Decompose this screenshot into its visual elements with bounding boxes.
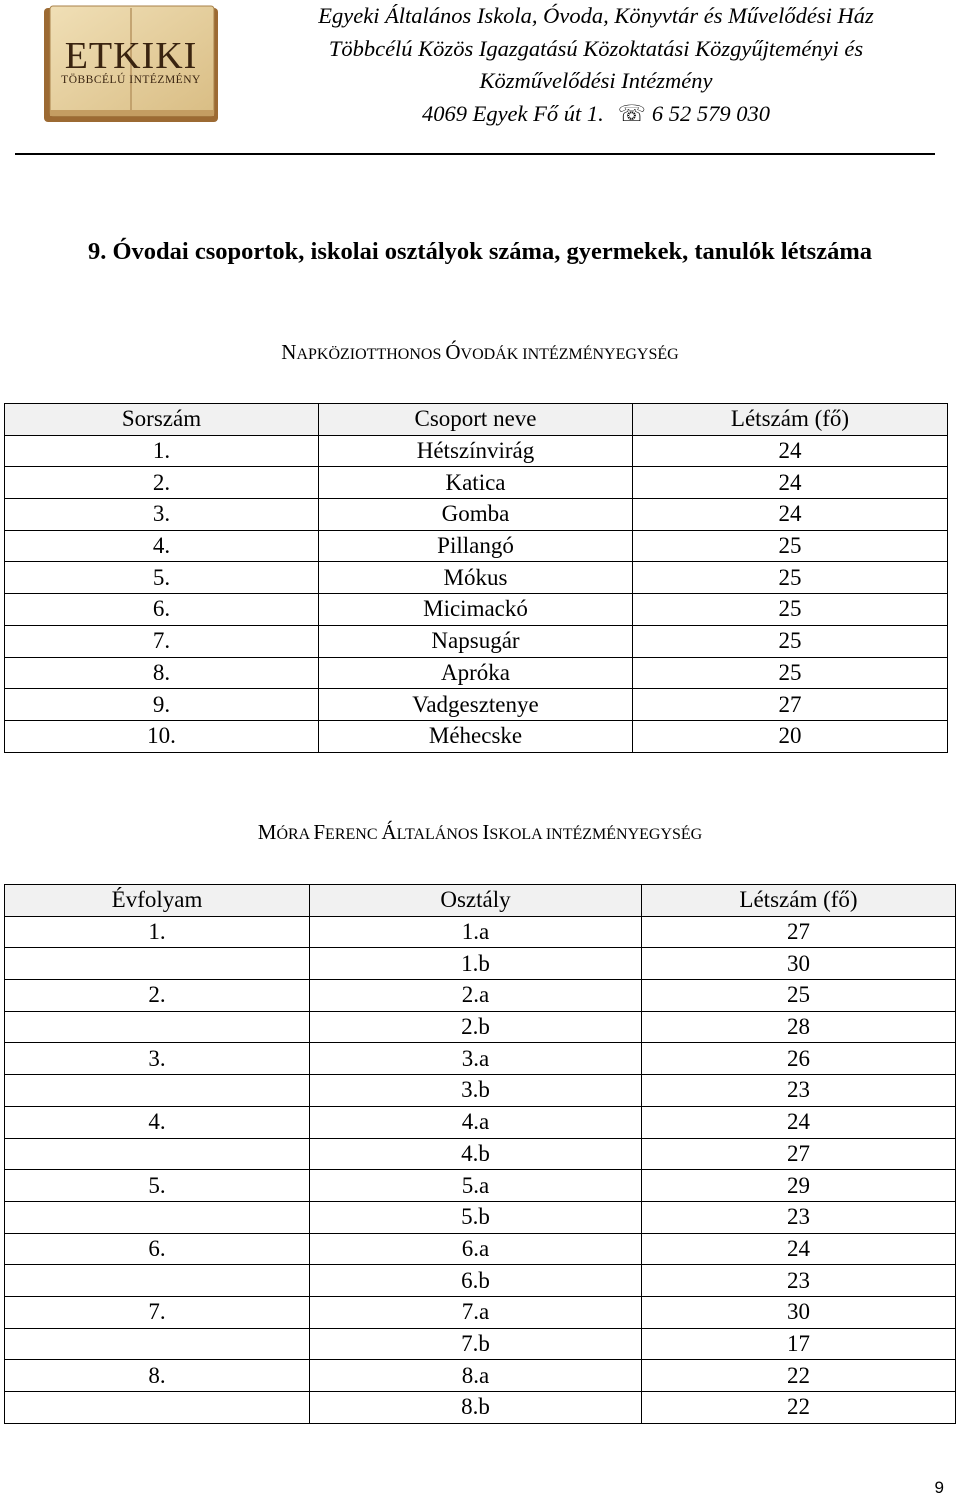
kindergarten-groups-table xyxy=(4,403,948,753)
table-cell: 5.a xyxy=(310,1170,642,1202)
table-cell: 24 xyxy=(633,435,948,467)
table-cell xyxy=(5,1075,310,1107)
table-cell: 8. xyxy=(5,1360,310,1392)
header-divider xyxy=(15,153,935,155)
table-cell: 24 xyxy=(642,1106,956,1138)
table-row xyxy=(5,594,948,626)
table-cell: 1. xyxy=(5,435,319,467)
table-row xyxy=(5,657,948,689)
table-cell: 25 xyxy=(633,530,948,562)
table-cell: 25 xyxy=(633,562,948,594)
table-cell: Apróka xyxy=(319,657,633,689)
table-cell: 28 xyxy=(642,1011,956,1043)
table-cell: 8.a xyxy=(310,1360,642,1392)
table-cell xyxy=(5,1392,310,1424)
table-cell: Vadgesztenye xyxy=(319,689,633,721)
table-row xyxy=(5,1075,956,1107)
table-cell: Mókus xyxy=(319,562,633,594)
table-cell: 25 xyxy=(642,980,956,1012)
table-cell: 10. xyxy=(5,720,319,752)
table-cell: 27 xyxy=(642,916,956,948)
table-cell: 5. xyxy=(5,1170,310,1202)
table-cell: 22 xyxy=(642,1360,956,1392)
table-cell: 8.b xyxy=(310,1392,642,1424)
column-header-grade: Évfolyam xyxy=(5,885,310,917)
table-cell xyxy=(5,1011,310,1043)
table-cell: 2.b xyxy=(310,1011,642,1043)
table-cell: 2.a xyxy=(310,980,642,1012)
table-cell xyxy=(5,1201,310,1233)
institution-header xyxy=(238,0,954,130)
table-cell: 2. xyxy=(5,980,310,1012)
table-cell: 5.b xyxy=(310,1201,642,1233)
table-cell: 6. xyxy=(5,594,319,626)
table-cell: 17 xyxy=(642,1328,956,1360)
table-row xyxy=(5,435,948,467)
table-cell: 3. xyxy=(5,499,319,531)
table-cell: 24 xyxy=(633,467,948,499)
table-cell xyxy=(5,1138,310,1170)
table-cell: 1.a xyxy=(310,916,642,948)
table-cell: Micimackó xyxy=(319,594,633,626)
table-cell: Pillangó xyxy=(319,530,633,562)
school-unit-heading: MÓRA FERENC ÁLTALÁNOS ISKOLA INTÉZMÉNYEGYSÉG xyxy=(257,820,703,844)
etkiki-logo xyxy=(42,4,220,124)
kindergarten-unit-heading: NAPKÖZIOTTHONOS ÓVODÁK INTÉZMÉNYEGYSÉG xyxy=(281,340,679,364)
table-cell: 7. xyxy=(5,625,319,657)
table-row xyxy=(5,530,948,562)
table-row xyxy=(5,948,956,980)
table-cell: 7.a xyxy=(310,1296,642,1328)
table-cell: 3.b xyxy=(310,1075,642,1107)
table-row xyxy=(5,1138,956,1170)
table-cell: 25 xyxy=(633,594,948,626)
table-row xyxy=(5,1201,956,1233)
school-classes-body xyxy=(5,916,956,1423)
table-row xyxy=(5,1392,956,1424)
table-row xyxy=(5,980,956,1012)
table-cell: 4.a xyxy=(310,1106,642,1138)
table-cell: 26 xyxy=(642,1043,956,1075)
table-row xyxy=(5,1296,956,1328)
kindergarten-groups-body xyxy=(5,435,948,752)
table-cell: 24 xyxy=(633,499,948,531)
table-cell: 23 xyxy=(642,1265,956,1297)
logo-subtitle: TÖBBCÉLÚ INTÉZMÉNY xyxy=(61,74,201,86)
table-cell: Méhecske xyxy=(319,720,633,752)
table-row xyxy=(5,720,948,752)
table-row xyxy=(5,1043,956,1075)
table-cell: 25 xyxy=(633,625,948,657)
table-cell: 20 xyxy=(633,720,948,752)
table-row xyxy=(5,1011,956,1043)
table-row xyxy=(5,625,948,657)
table-cell: 23 xyxy=(642,1201,956,1233)
table-cell xyxy=(5,948,310,980)
table-cell: 6.a xyxy=(310,1233,642,1265)
table-cell: 1.b xyxy=(310,948,642,980)
table-row xyxy=(5,689,948,721)
page-number: 9 xyxy=(934,1478,944,1497)
column-header-number: Sorszám xyxy=(5,404,319,436)
table-row xyxy=(5,1360,956,1392)
contact-line xyxy=(238,98,954,131)
address: 4069 Egyek Fő út 1. xyxy=(421,100,604,126)
table-cell: 7. xyxy=(5,1296,310,1328)
table-cell: 7.b xyxy=(310,1328,642,1360)
table-cell: 22 xyxy=(642,1392,956,1424)
table-row xyxy=(5,1328,956,1360)
table-cell: Napsugár xyxy=(319,625,633,657)
table-cell: 29 xyxy=(642,1170,956,1202)
table-cell: 4. xyxy=(5,1106,310,1138)
table-cell: 9. xyxy=(5,689,319,721)
institution-name-line1: Egyeki Általános Iskola, Óvoda, Könyvtár és Művelődési Ház xyxy=(318,3,874,28)
table-cell: Hétszínvirág xyxy=(319,435,633,467)
table-cell: 1. xyxy=(5,916,310,948)
table-cell: 6.b xyxy=(310,1265,642,1297)
column-header-class: Osztály xyxy=(310,885,642,917)
table-row xyxy=(5,1265,956,1297)
table-cell: 30 xyxy=(642,948,956,980)
table-row xyxy=(5,499,948,531)
table-cell xyxy=(5,1265,310,1297)
table-cell: 6. xyxy=(5,1233,310,1265)
table-row xyxy=(5,916,956,948)
table-cell: Katica xyxy=(319,467,633,499)
table-cell: 3. xyxy=(5,1043,310,1075)
table-cell: Gomba xyxy=(319,499,633,531)
telephone-icon: ☏ xyxy=(617,100,646,126)
table-header-row xyxy=(5,885,956,917)
table-cell: 23 xyxy=(642,1075,956,1107)
table-row xyxy=(5,1170,956,1202)
logo-title: ETKIKI xyxy=(64,35,198,77)
table-cell: 2. xyxy=(5,467,319,499)
table-cell: 24 xyxy=(642,1233,956,1265)
table-row xyxy=(5,467,948,499)
column-header-headcount: Létszám (fő) xyxy=(633,404,948,436)
column-header-group-name: Csoport neve xyxy=(319,404,633,436)
section-title: 9. Óvodai csoportok, iskolai osztályok száma, gyermekek, tanulók létszáma xyxy=(88,238,872,265)
table-cell: 3.a xyxy=(310,1043,642,1075)
table-row xyxy=(5,1106,956,1138)
table-cell: 5. xyxy=(5,562,319,594)
table-cell: 4. xyxy=(5,530,319,562)
table-cell: 27 xyxy=(642,1138,956,1170)
table-cell xyxy=(5,1328,310,1360)
table-cell: 4.b xyxy=(310,1138,642,1170)
phone-number: 6 52 579 030 xyxy=(651,100,771,126)
table-row xyxy=(5,562,948,594)
table-header-row xyxy=(5,404,948,436)
table-cell: 25 xyxy=(633,657,948,689)
table-cell: 8. xyxy=(5,657,319,689)
column-header-headcount: Létszám (fő) xyxy=(642,885,956,917)
table-row xyxy=(5,1233,956,1265)
institution-name-line3: Közművelődési Intézmény xyxy=(479,68,713,93)
table-cell: 27 xyxy=(633,689,948,721)
table-cell: 30 xyxy=(642,1296,956,1328)
school-classes-table xyxy=(4,884,956,1424)
institution-name-line2: Többcélú Közös Igazgatású Közoktatási Közgyűjteményi és xyxy=(328,35,864,61)
